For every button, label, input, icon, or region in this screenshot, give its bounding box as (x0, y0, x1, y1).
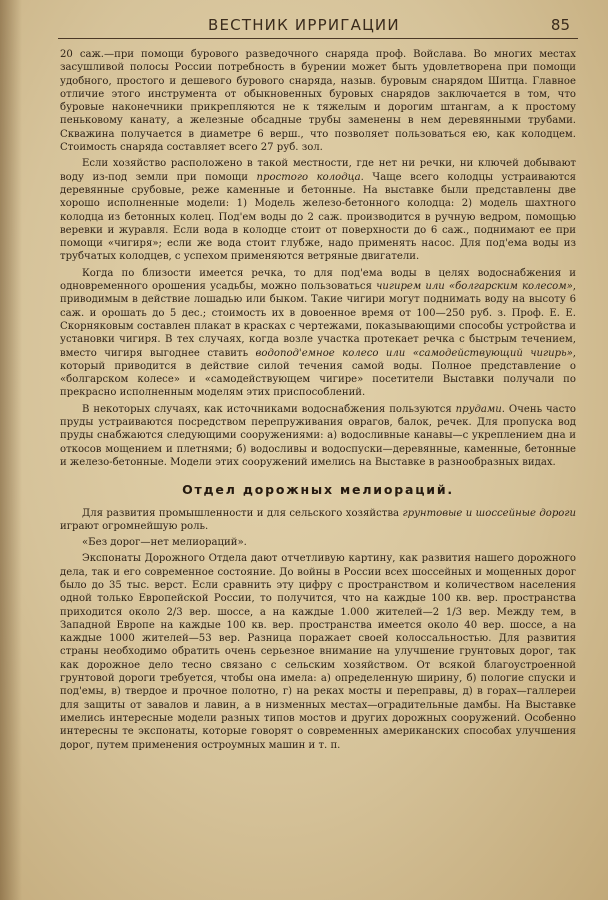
article-body (60, 48, 576, 752)
paragraph-roads-intro (60, 507, 576, 534)
header-rule (58, 38, 578, 39)
paragraph-motto: «Без дорог—нет мелиораций». (82, 537, 247, 549)
emphasis-ponds: прудами (455, 403, 502, 415)
emphasis-chigir: чигирем или «болгарским колесом» (376, 281, 573, 293)
emphasis-roads: грунтовые и шоссейные дороги (402, 507, 576, 519)
text-run: . Очень часто пруды устраиваются посредством перепруживания оврагов, балок, речек. Для пропуска вод пруды снабжаются следующими сооружениями: а) водосливные канавы—с укреплением дна и откосов мощением и плетнями; б) водосливы и водоспуски—деревянные, каменные, бетонные и железо-бетонные. Модели этих сооружений имелись на Выставке в разнообразных видах. (60, 403, 576, 468)
text-run: играют огромнейшую роль. (60, 520, 209, 532)
emphasis-simple-well: простого колодца (256, 171, 361, 183)
section-heading: Отдел дорожных мелиораций. (182, 482, 454, 498)
paragraph-chigir (60, 267, 576, 400)
page-number: 85 (550, 16, 570, 34)
running-head (58, 16, 578, 40)
paragraph-drilling: 20 саж.—при помощи бурового разведочного снаряда проф. Войслава. Во многих местах засушливой полосы России потребность в бурении может быть удовлетворена при помощи удобного, простого и дешевого бурового снаряда, назыв. буровым снарядом Шитца. Главное отличие этого инструмента от обыкновенных буровых снарядов заключается в том, что буровые наконечники прикрепляются не к тяжелым и дорогим штангам, а к простому пеньковому канату, а железные обсадные трубы заменены в нем деревянными трубами. Скважина получается в диаметре 6 верш., что позволяет пользоваться ею, как колодцем. Стоимость снаряда составляет всего 27 руб. зол. (60, 49, 576, 154)
text-run: , который приводится в действие силой течения самой воды. Полное представление о «болгарском колесе» и «самодействующем чигире» посетители Выставки получали по прекрасно исполненным моделям этих приспособлений. (60, 347, 576, 399)
paragraph-road-exhibits: Экспонаты Дорожного Отдела дают отчетливую картину, как развития нашего дорожного дела, так и его современное состояние. До войны в России всех шоссейных и мощенных дорог было до 35 тыс. верст. Если сравнить эту цифру с пространством и количеством населения одной только Европейской России, то получится, что на каждые 100 кв. вер. пространства приходится около 2/3 вер. шоссе, а на каждые 1.000 жителей—2 1/3 вер. Между тем, в Западной Европе на каждые 100 кв. вер. пространства имеется около 40 вер. шоссе, а на каждые 1000 жителей—53 вер. Разница поражает своей колоссальностью. Для развития страны необходимо обратить очень серьезное внимание на улучшение грунтовых дорог, так как дорожное дело тесно связано с сельским хозяйством. От всякой благоустроенной грунтовой дороги требуется, чтобы она имела: а) определенную ширину, б) пологие спуски и под'емы, в) твердое и прочное полотно, г) на реках мосты и переправы, д) в горах—галлереи для защиты от завалов и лавин, а в низменных местах—оградительные дамбы. На Выставке имелись интересные модели разных типов мостов и других дорожных сооружений. Особенно интересны те экспонаты, которые говорят о современных американских способах улучшения дорог, путем применения остроумных машин и т. п. (60, 553, 576, 751)
paragraph-wells (60, 157, 576, 263)
paragraph-ponds (60, 403, 576, 469)
text-run: Если хозяйство расположено в такой местности, где нет ни речки, ни ключей добывают воду из-под земли при помощи (60, 158, 576, 183)
text-run: , приводимым в действие лошадью или быком. Такие чигири могут поднимать воду на высоту 6 саж. и орошать до 5 дес.; стоимость их в довоенное время от 100—250 руб. з. Проф. Е. Е. Скорняковым составлен плакат в красках с чертежами, показывающими способы устройства и установки чигиря. В тех случаях, когда возле участка протекает речка с быстрым течением, вместо чигиря выгоднее ставить (60, 281, 576, 359)
text-run: В некоторых случаях, как источниками водоснабжения пользуются (82, 403, 456, 415)
emphasis-water-wheel: водопод'емное колесо или «самодействующий чигирь» (255, 347, 573, 359)
text-run: Для развития промышленности и для сельского хозяйства (82, 507, 403, 519)
running-title: ВЕСТНИК ИРРИГАЦИИ (208, 16, 400, 34)
text-run: Когда по близости имеется речка, то для под'ема воды в целях водоснабжения и одновременного орошения усадьбы, можно пользоваться (60, 267, 576, 293)
text-run: . Чаще всего колодцы устраиваются деревянные срубовые, реже каменные и бетонные. На выставке были представлены две хорошо исполненные модели: 1) Модель железо-бетонного колодца: 2) модель шахтного колодца из бетонных колец. Под'ем воды до 2 саж. производится в ручную ведром, помощью веревки и журавля. Если вода в колодце стоит от поверхности до 6 саж., поднимают ее при помощи «чигиря»; если же вода стоит глубже, надо применять насос. Для под'ема воды из трубчатых колодцев, с успехом применяются ветряные двигатели. (60, 171, 576, 263)
